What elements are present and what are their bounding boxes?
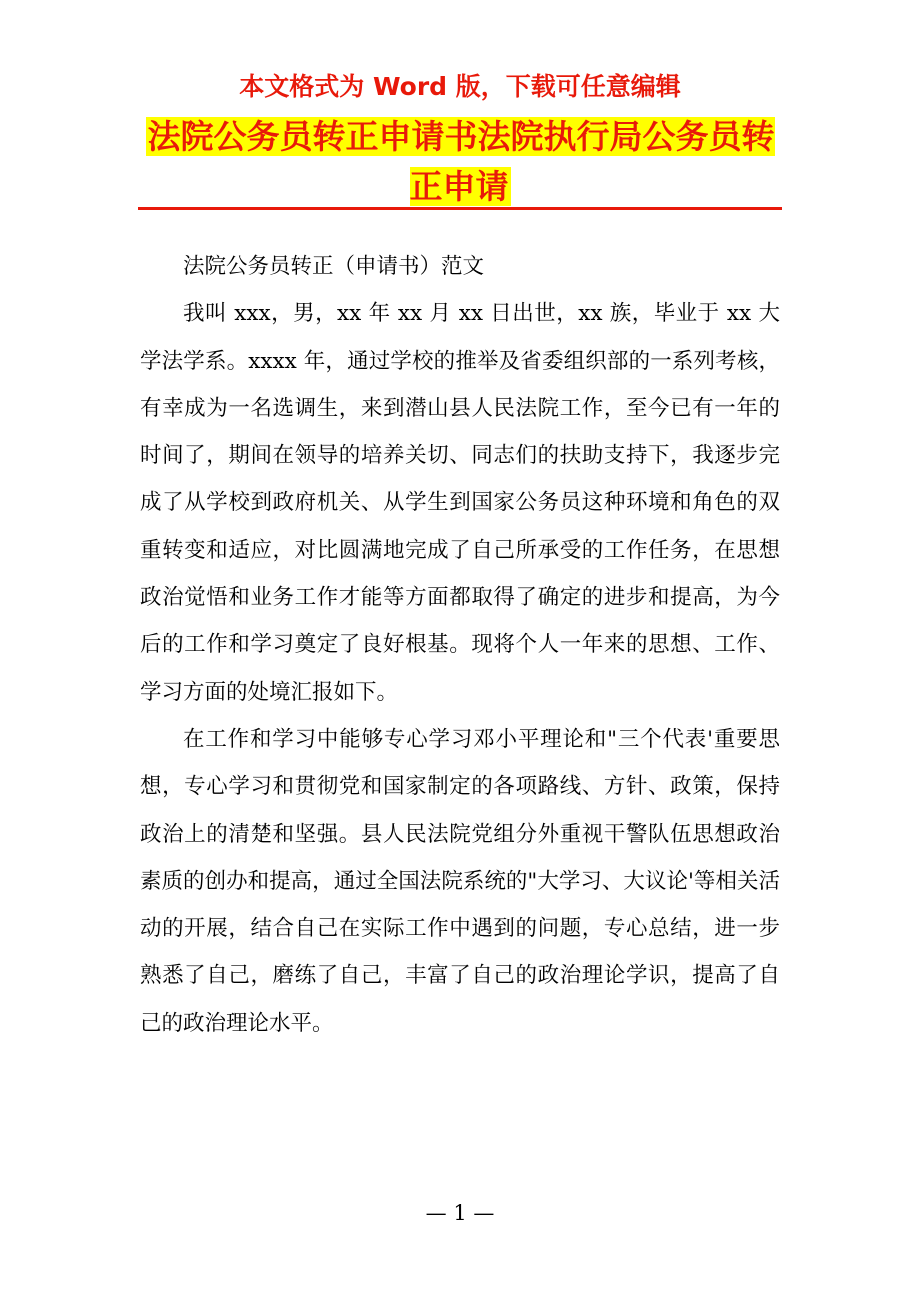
document-title-text: 法院公务员转正申请书法院执行局公务员转正申请: [147, 117, 775, 206]
page-number: — 1 —: [425, 1201, 495, 1225]
body-paragraph-heading: 法院公务员转正（申请书）范文: [183, 254, 485, 279]
body-paragraph: 我叫 xxx，男，xx 年 xx 月 xx 日出世，xx 族，毕业于 xx 大学法学系。xxxx 年，通过学校的推举及省委组织部的一系列考核，有幸成为一名选调生，来到潜山县人民法院工作，至今已有一年的时间了，期间在领导的培养关切、同志们的扶助支持下，我逐步完成了从学校到政府机关、从学生到国家公务员这种环境和角色的双重转变和适应，对比圆满地完成了自己所承受的工作任务，在思想政治觉悟和业务工作才能等方面都取得了确定的进步和提高，为今后的工作和学习奠定了良好根基。现将个人一年来的思想、工作、学习方面的处境汇报如下。: [140, 301, 780, 705]
title-divider: [138, 207, 782, 210]
document-body: [140, 243, 780, 1047]
body-paragraph: 在工作和学习中能够专心学习邓小平理论和"三个代表'重要思想，专心学习和贯彻党和国家制定的各项路线、方针、政策，保持政治上的清楚和坚强。县人民法院党组分外重视干警队伍思想政治素质的创办和提高，通过全国法院系统的"大学习、大议论'等相关活动的开展，结合自己在实际工作中遇到的问题，专心总结，进一步熟悉了自己，磨练了自己，丰富了自己的政治理论学识，提高了自己的政治理论水平。: [140, 726, 780, 1036]
document-title: [140, 112, 780, 212]
format-notice: 本文格式为 Word 版，下载可任意编辑: [239, 72, 681, 101]
